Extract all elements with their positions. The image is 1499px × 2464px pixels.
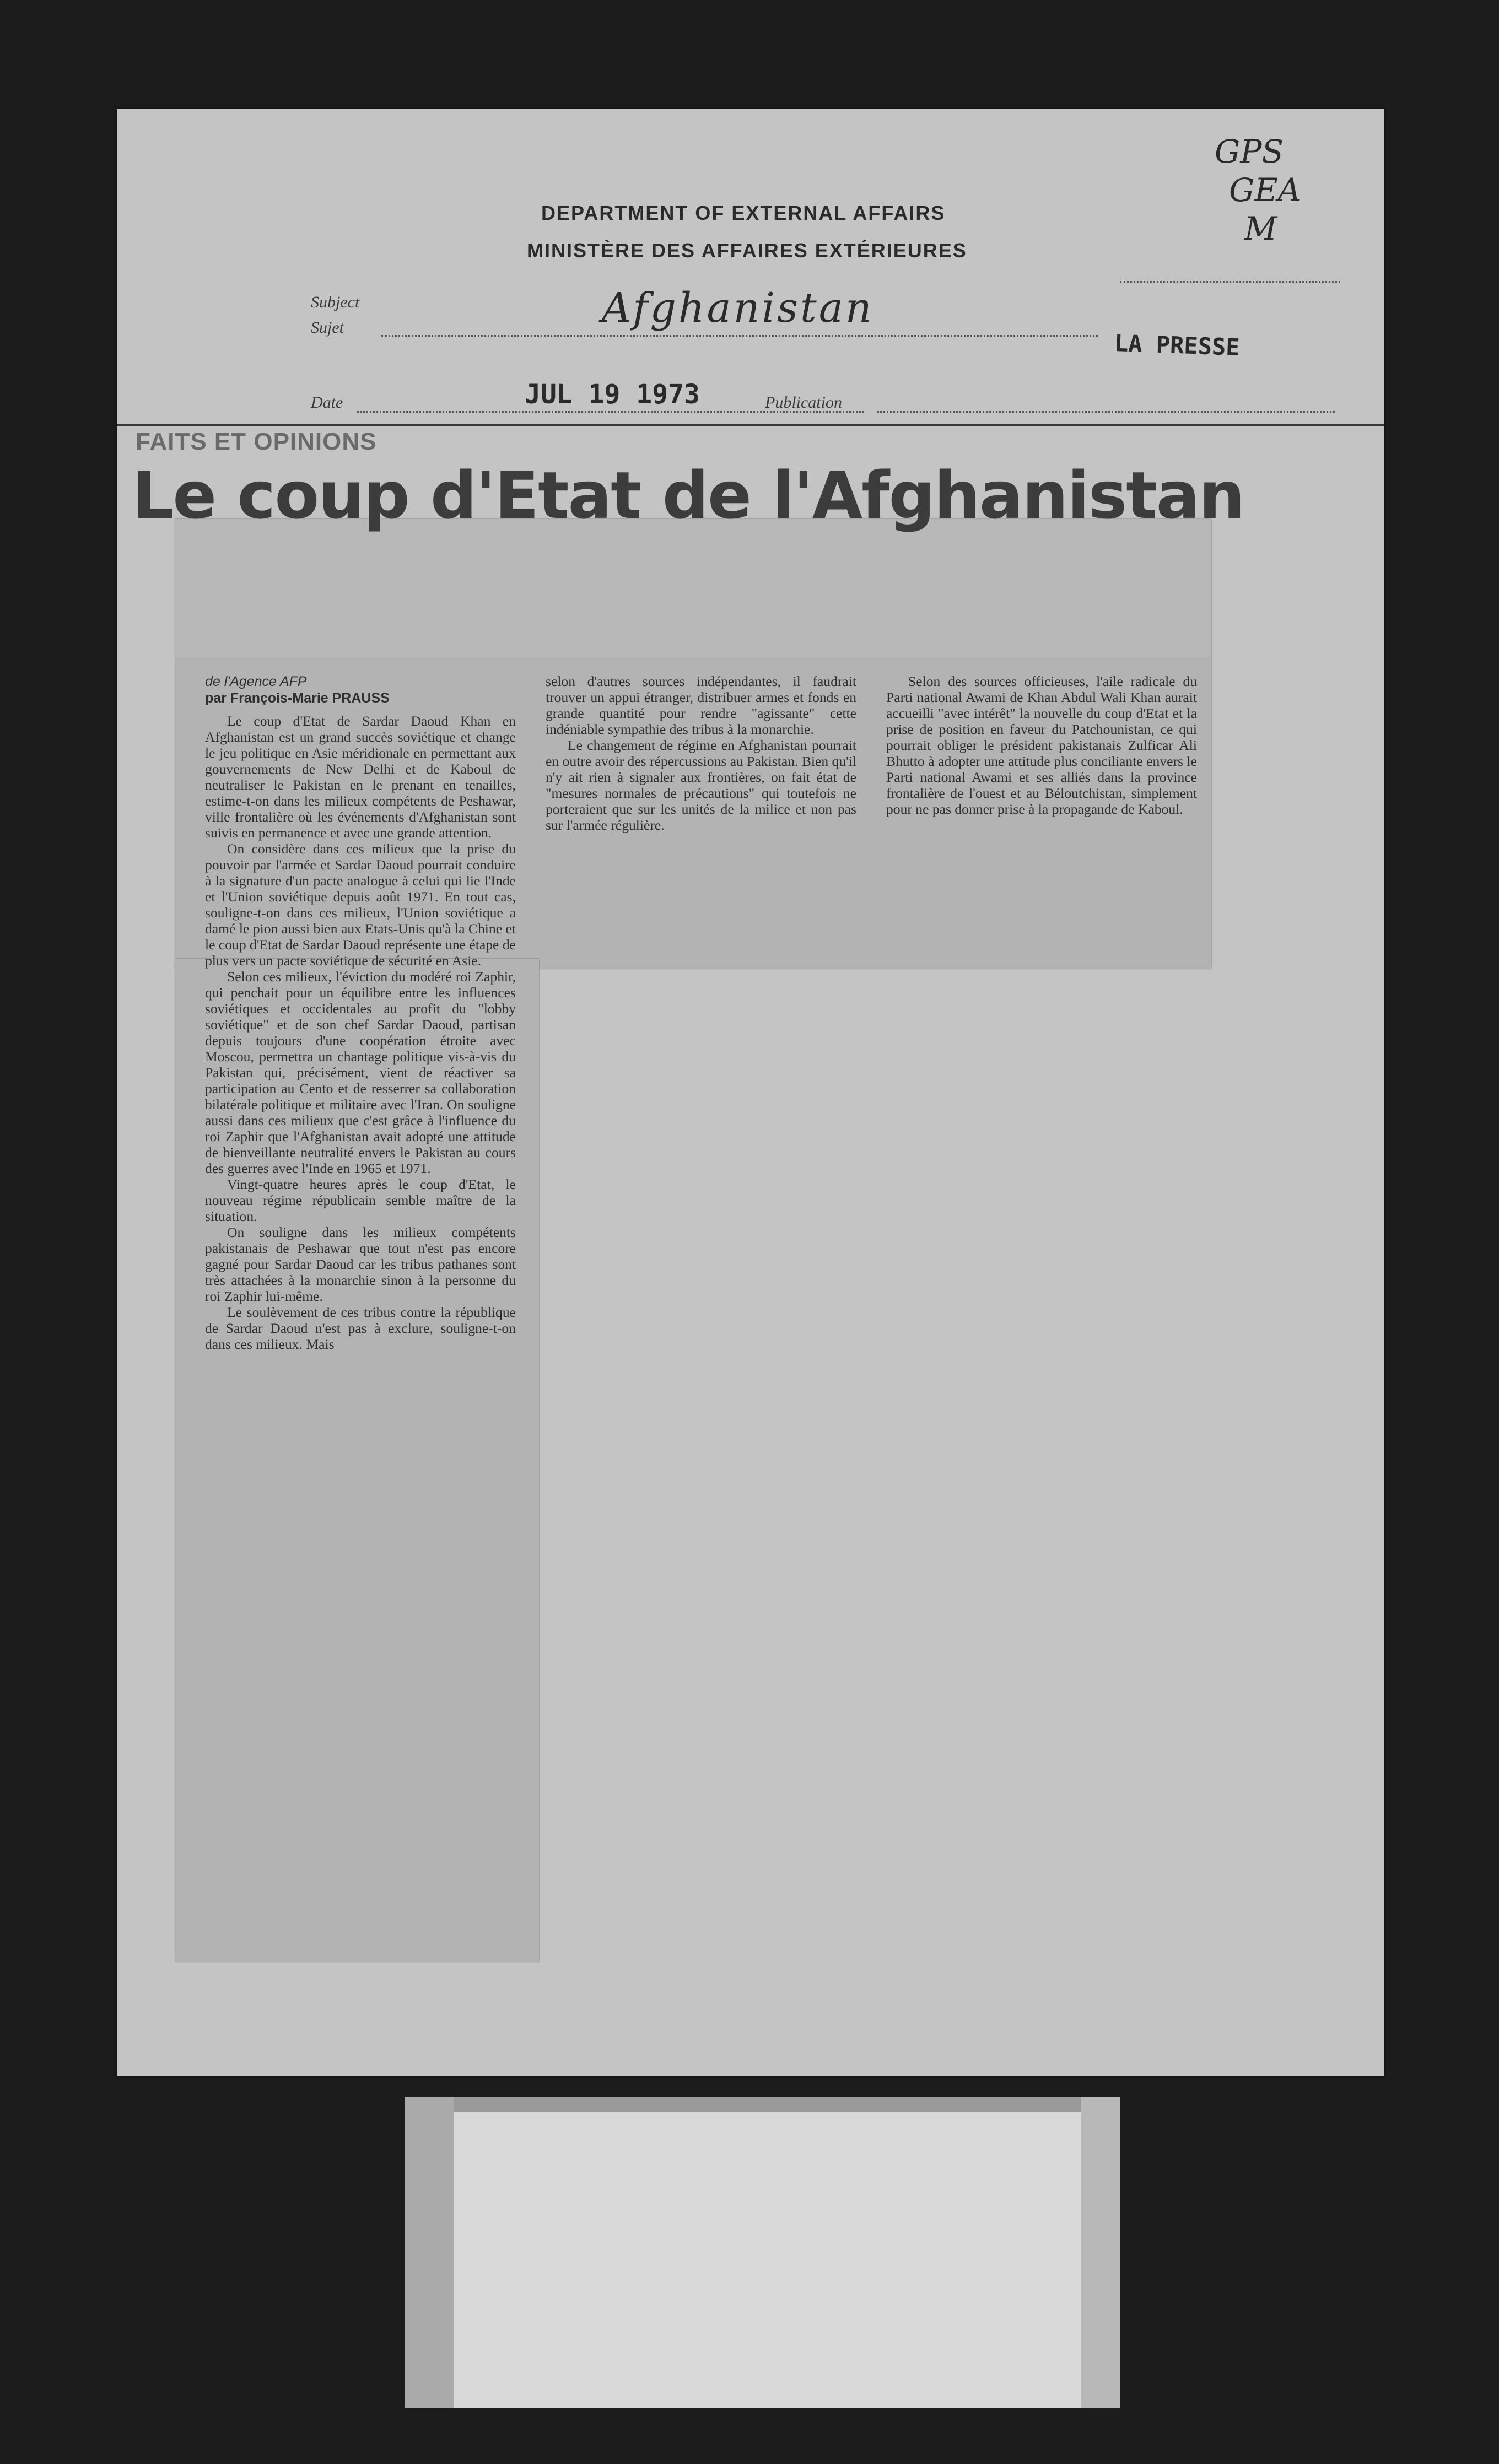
sujet-label: Sujet <box>311 318 344 337</box>
card-left-edge <box>405 2097 454 2408</box>
col2-paragraph: Le changement de régime en Afghanistan pourrait en outre avoir des répercussions au Pakistan. Bien qu'il n'y ait rien à signaler aux frontières, on fait état de "mesures normales de précautions" qui toutefois ne porteraient que sur les unités de la milice et non pas sur l'armée régulière. <box>546 737 856 833</box>
article-column-3 <box>886 673 1197 817</box>
col1-paragraph: Selon ces milieux, l'éviction du modéré roi Zaphir, qui penchait pour un équilibre entre les influences soviétiques et occidentales au profit du "lobby soviétique" et de son chef Sardar Daoud, partisan depuis toujours d'une coopération étroite avec Moscou, permettra un chantage politique vis-à-vis du Pakistan qui, précisément, vient de réactiver sa participation au Cento et de resserrer sa collaboration bilatérale politique et militaire avec l'Iran. On souligne aussi dans ces milieux que c'est grâce à l'influence du roi Zaphir que l'Afghanistan avait adopté une attitude de bienveillante neutralité envers le Pakistan au cours des guerres avec l'Inde en 1965 et 1971. <box>205 969 516 1176</box>
article-column-2 <box>546 673 856 833</box>
col1-paragraph: Vingt-quatre heures après le coup d'Etat, le nouveau régime républicain semble maître de la situation. <box>205 1176 516 1224</box>
clipping-header-band <box>175 519 1211 657</box>
publication-label: Publication <box>765 393 842 412</box>
header-rule <box>117 424 1384 426</box>
card-top-edge <box>405 2097 1120 2112</box>
subject-value: Afghanistan <box>602 284 874 332</box>
handwritten-code-3: M <box>1244 210 1277 247</box>
handwritten-code-2: GEA <box>1229 171 1301 209</box>
blank-card <box>405 2097 1120 2408</box>
department-name-fr: MINISTÈRE DES AFFAIRES EXTÉRIEURES <box>527 239 967 262</box>
col2-paragraph: selon d'autres sources indépendantes, il faudrait trouver un appui étranger, distribuer armes et fonds en grande quantité pour rendre "agissante" cette indéniable sympathie des tribus à la monarchie. <box>546 673 856 737</box>
col3-paragraph: Selon des sources officieuses, l'aile radicale du Parti national Awami de Khan Abdul Wali Khan aurait accueilli "avec intérêt" la nouvelle du coup d'Etat et la prise de position en faveur du Patchounistan, ce qui pourrait obliger le président pakistanais Zulficar Ali Bhutto à adopter une attitude plus conciliante envers le Parti national Awami et ses alliés dans la province frontalière de l'ouest et au Béloutchistan, simplement pour ne pas donner prise à la propagande de Kaboul. <box>886 673 1197 817</box>
col1-paragraph: Le soulèvement de ces tribus contre la république de Sardar Daoud n'est pas à exclure, souligne-t-on dans ces milieux. Mais <box>205 1304 516 1352</box>
header-dotted-line <box>1120 281 1340 283</box>
article-kicker: FAITS ET OPINIONS <box>136 428 377 455</box>
byline-author <box>205 690 516 706</box>
department-name-en: DEPARTMENT OF EXTERNAL AFFAIRS <box>541 202 946 224</box>
article-column-1 <box>205 673 516 1352</box>
publication-stamp: LA PRESSE <box>1114 329 1241 361</box>
date-stamp: JUL 19 1973 <box>525 379 700 410</box>
col1-paragraph: On considère dans ces milieux que la prise du pouvoir par l'armée et Sardar Daoud pourrait conduire à la signature d'un pacte analogue à celui qui lie l'Inde et l'Union soviétique depuis août 1971. En tout cas, souligne-t-on dans ces milieux, l'Union soviétique a damé le pion aussi bien aux Etats-Unis qu'à la Chine et le coup d'Etat de Sardar Daoud représente une étape de plus vers un pacte soviétique de sécurité en Asie. <box>205 841 516 969</box>
byline-author-name: par François-Marie PRAUSS <box>205 690 390 706</box>
publication-dotted-line <box>877 411 1335 413</box>
article-headline: Le coup d'Etat de l'Afghanistan <box>132 457 1244 533</box>
col1-paragraph: Le coup d'Etat de Sardar Daoud Khan en Afghanistan est un grand succès soviétique et change le jeu politique en Asie méridionale en permettant aux gouvernements de New Delhi et de Kaboul de neutraliser le Pakistan en le prenant en tenailles, estime-t-on dans les milieux compétents de Peshawar, ville frontalière où les événements d'Afghanistan sont suivis en permanence et avec une grande attention. <box>205 713 516 841</box>
subject-label: Subject <box>311 293 360 311</box>
card-right-edge <box>1081 2097 1120 2408</box>
subject-dotted-line <box>381 335 1098 337</box>
date-label: Date <box>311 393 343 412</box>
handwritten-code-1: GPS <box>1215 133 1284 170</box>
byline-agency: de l'Agence AFP <box>205 674 307 689</box>
col1-paragraph: On souligne dans les milieux compétents pakistanais de Peshawar que tout n'est pas encore gagné pour Sardar Daoud car les tribus pathanes sont très attachées à la monarchie sinon à la personne du roi Zaphir lui-même. <box>205 1224 516 1304</box>
